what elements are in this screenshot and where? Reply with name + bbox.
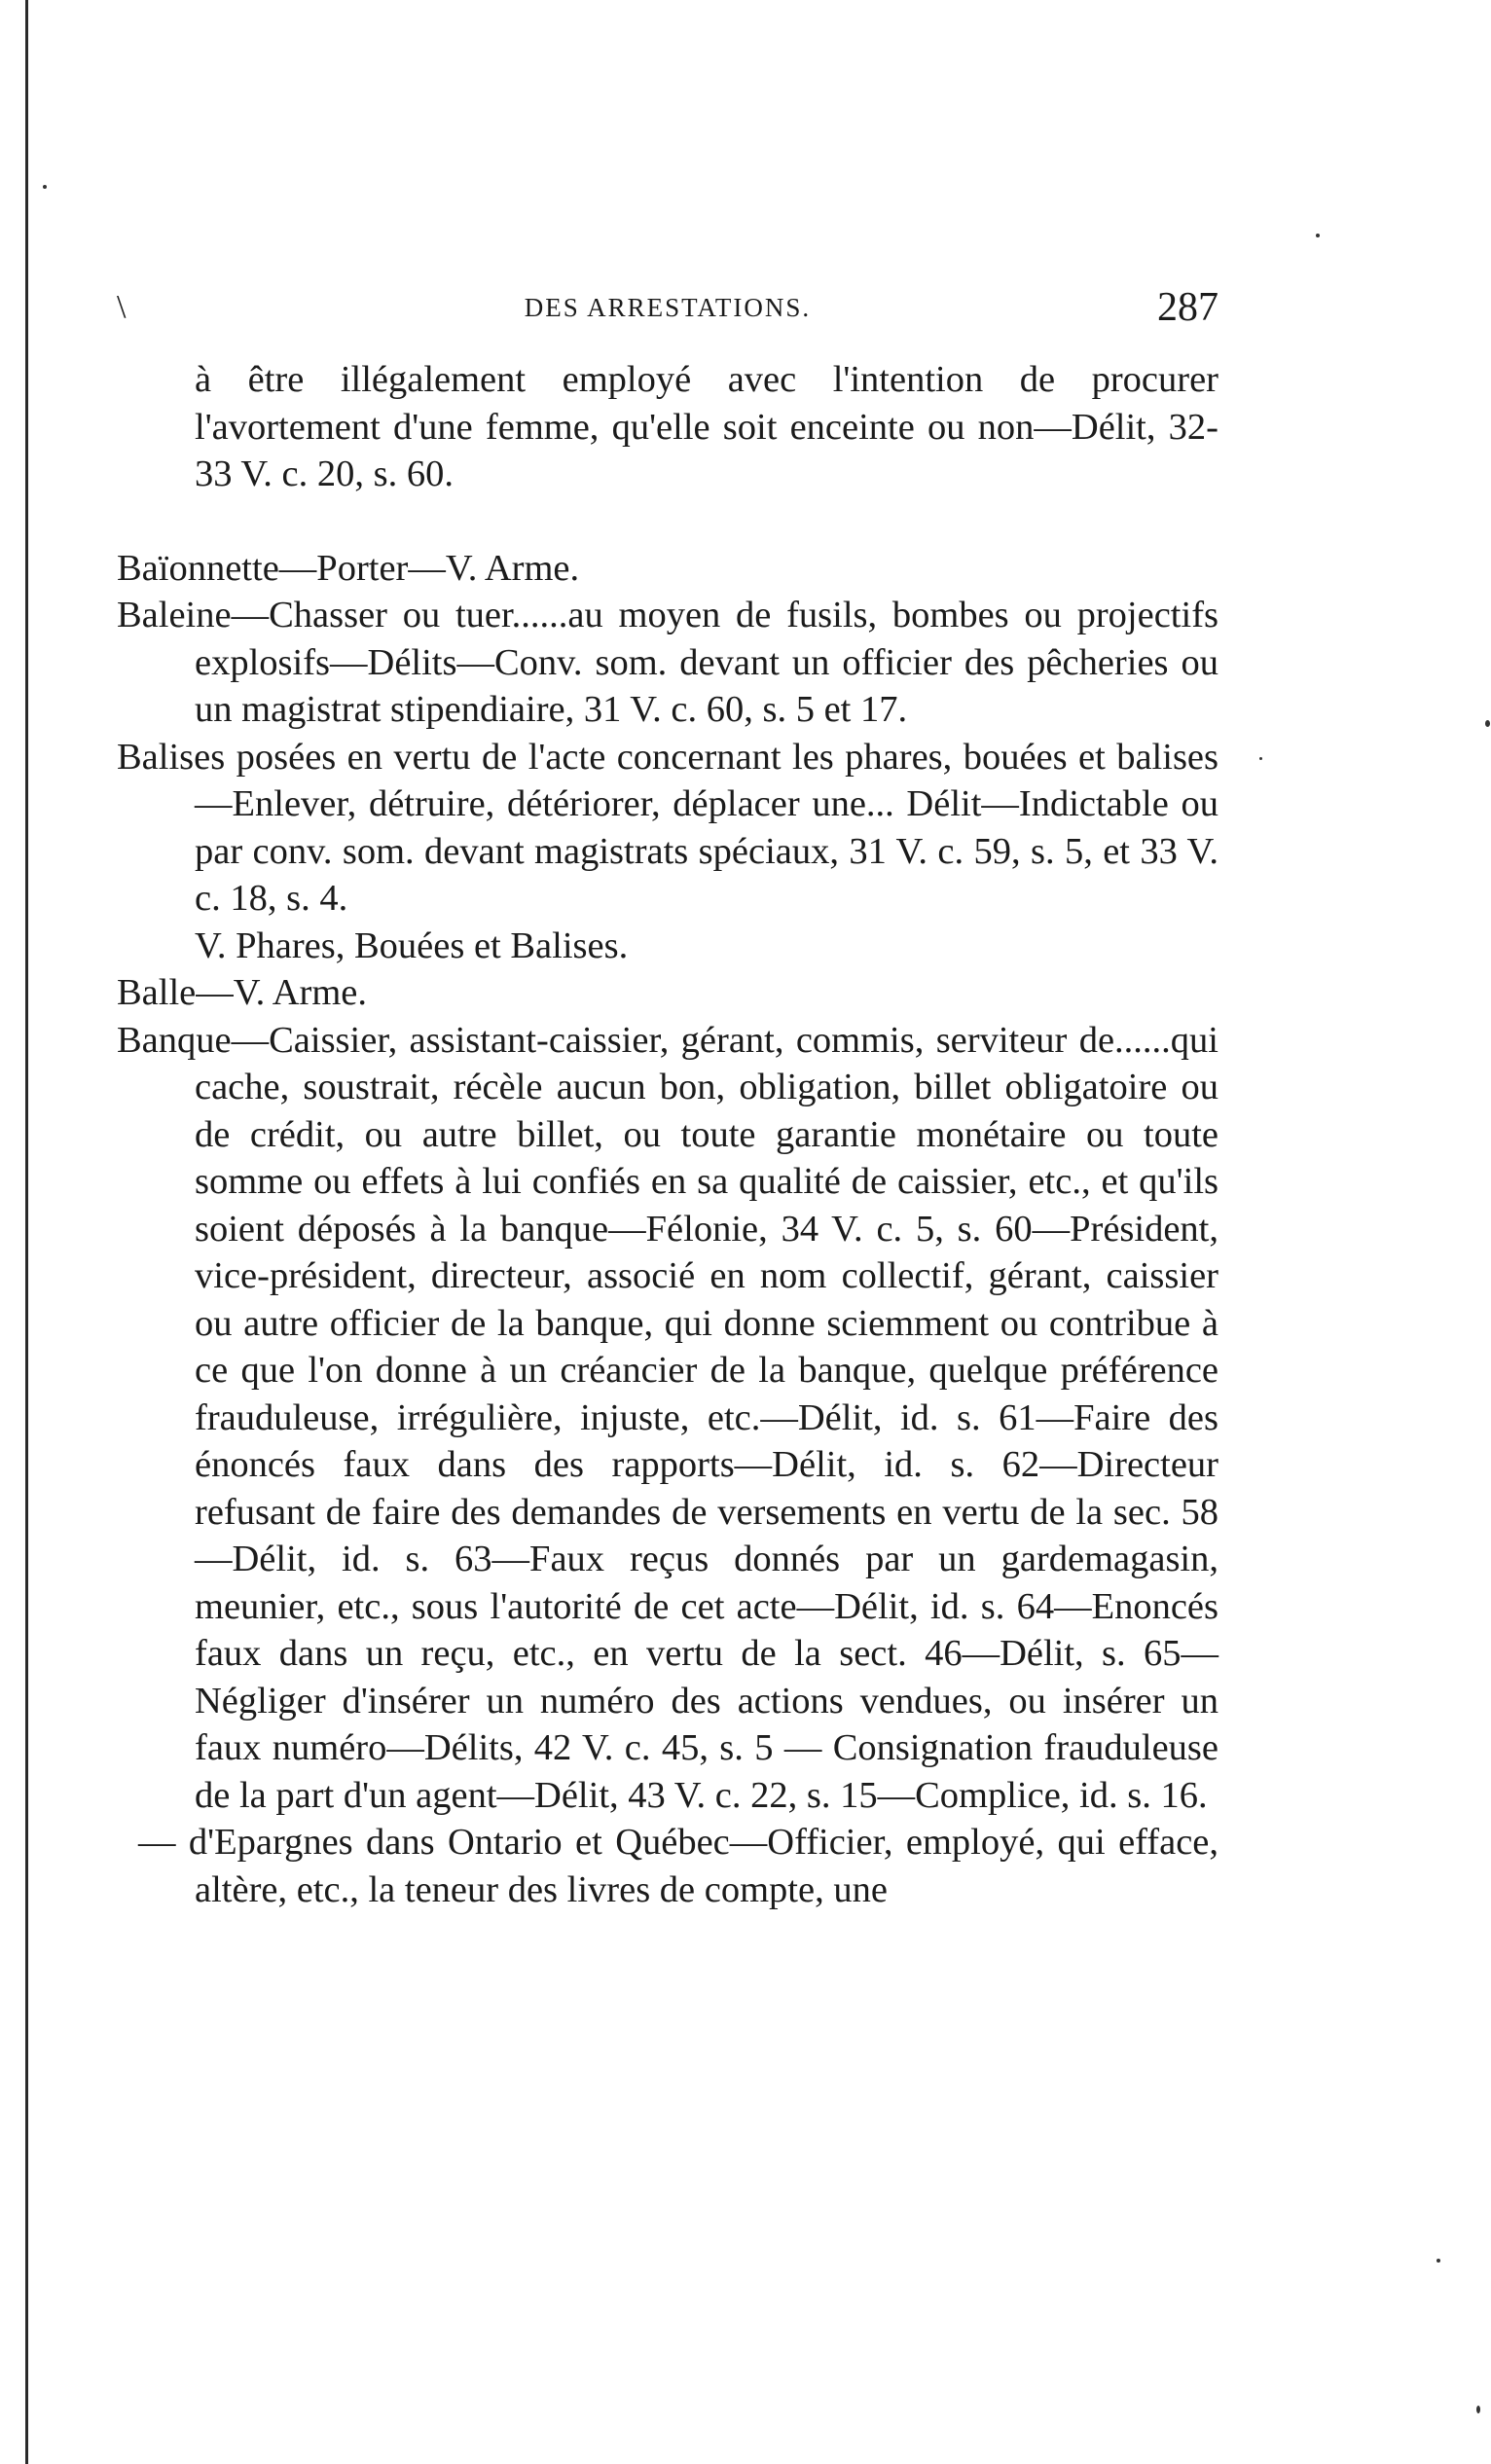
page-header — [117, 282, 1218, 333]
ink-speck — [1259, 757, 1262, 760]
running-head: DES ARRESTATIONS. — [524, 293, 812, 322]
margin-mark: \ — [117, 289, 127, 325]
entry-baleine: Baleine—Chasser ou tuer......au moyen de fusils, bombes ou projectifs explosifs—Délits—Conv. som. devant un officier des pêcheries ou un magistrat stipendiaire, 31 V. c. 60, s. 5 et 17. — [117, 595, 1218, 730]
entry-banque: Banque—Caissier, assistant-caissier, gérant, commis, serviteur de......qui cache, soustrait, récèle aucun bon, obligation, billet obligatoire ou de crédit, ou autre billet, ou toute garantie monétaire ou toute somme ou effets à lui confiés en sa qualité de caissier, etc., et qu'ils soient déposés à la banque—Félonie, 34 V. c. 5, s. 60—Président, vice-président, directeur, associé en nom collectif, gérant, caissier ou autre officier de la banque, qui donne sciemment ou contribue à ce que l'on donne à un créancier de la banque, quelque préférence frauduleuse, irrégulière, injuste, etc.—Délit, id. s. 61—Faire des énoncés faux dans des rapports—Délit, id. s. 62—Directeur refusant de faire des demandes de versements en vertu de la sec. 58—Délit, id. s. 63—Faux reçus donnés par un gardemagasin, meunier, etc., sous l'autorité de cet acte—Délit, id. s. 64—Enoncés faux dans un reçu, etc., en vertu de la sect. 46—Délit, s. 65—Négliger d'insérer un numéro des actions vendues, ou insérer un faux numéro—Délits, 42 V. c. 45, s. 5 — Consignation frauduleuse de la part d'un agent—Délit, 43 V. c. 22, s. 15—Complice, id. s. 16. — [117, 1019, 1218, 1816]
entry-balises-cross-reference: V. Phares, Bouées et Balises. — [195, 924, 629, 966]
ink-speck — [43, 185, 47, 189]
entry-banque-epargnes: — d'Epargnes dans Ontario et Québec—Officier, employé, qui efface, altère, etc., la teneur des livres de compte, une — [138, 1822, 1218, 1910]
entry-balises: Balises posées en vertu de l'acte concernant les phares, bouées et balises—Enlever, détruire, détériorer, déplacer une... Délit—Indictable ou par conv. som. devant magistrats spéciaux, 31 V. c. 59, s. 5, et 33 V. c. 18, s. 4. — [117, 736, 1218, 919]
entry-balle: Balle—V. Arme. — [117, 972, 367, 1013]
page-body — [117, 356, 1218, 1913]
entry-baionnette: Baïonnette—Porter—V. Arme. — [117, 547, 580, 589]
ink-speck — [1485, 720, 1490, 727]
page-number: 287 — [1157, 285, 1218, 330]
ink-speck — [1316, 234, 1320, 237]
entry-continuation: à être illégalement employé avec l'intention de procurer l'avortement d'une femme, qu'elle soit enceinte ou non—Délit, 32-33 V. c. 20, s. 60. — [195, 359, 1218, 494]
ink-speck — [1476, 2406, 1480, 2413]
ink-speck — [1436, 2259, 1440, 2263]
page-binding-edge — [25, 0, 28, 2464]
